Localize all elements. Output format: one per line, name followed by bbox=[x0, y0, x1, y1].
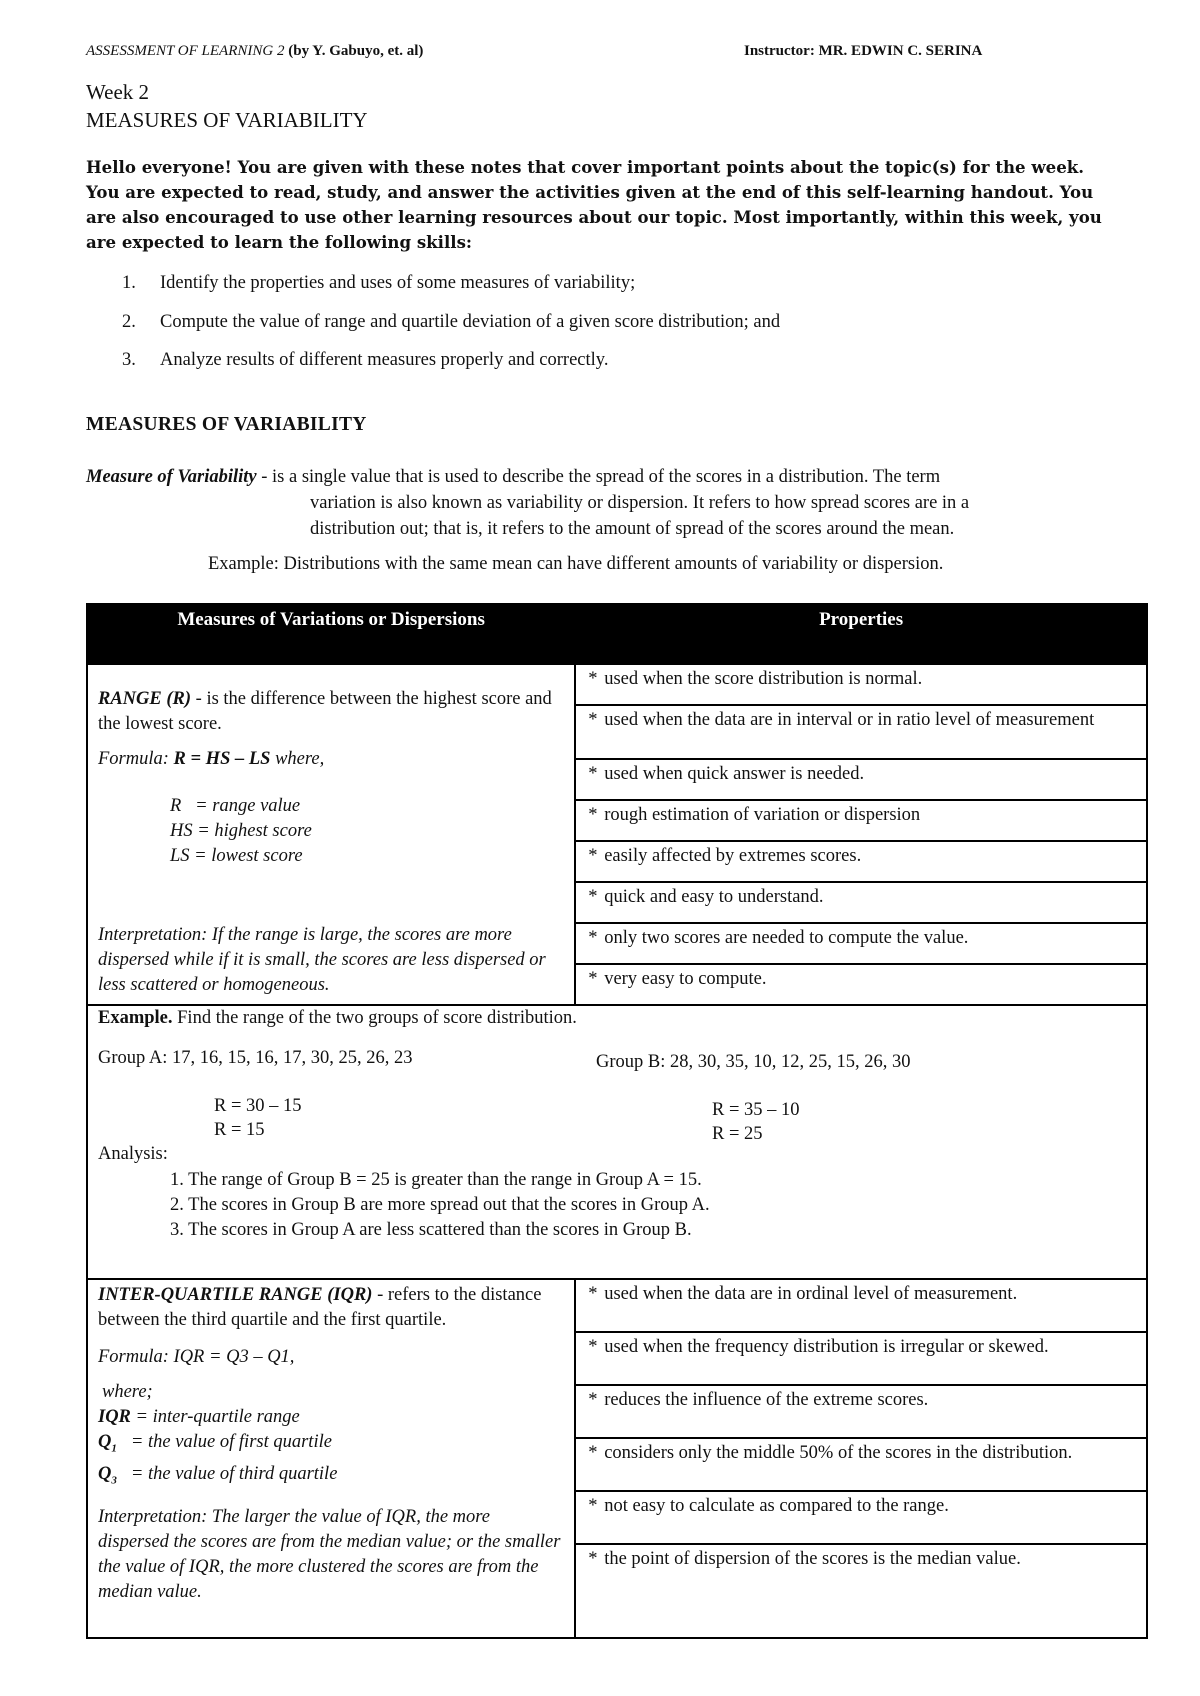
property-cell: * very easy to compute. bbox=[575, 964, 1147, 1005]
example-label: Example. bbox=[98, 1008, 173, 1028]
property-cell: * not easy to calculate as compared to the range. bbox=[575, 1491, 1147, 1544]
analysis-label: Analysis: bbox=[98, 1144, 168, 1164]
variability-table bbox=[86, 603, 1148, 1639]
group-b-calc: R = 35 – 10 bbox=[712, 1100, 800, 1120]
property-cell: * used when the data are in interval or in ratio level of measurement bbox=[575, 705, 1147, 759]
property-cell: * used when the data are in ordinal level of measurement. bbox=[575, 1279, 1147, 1332]
list-item: 3. Analyze results of different measures properly and correctly. bbox=[122, 350, 609, 370]
instructor-header: Instructor: MR. EDWIN C. SERINA bbox=[744, 43, 983, 59]
property-cell: * quick and easy to understand. bbox=[575, 882, 1147, 923]
formula-variable: $Q_1$ = the value of first quartile bbox=[98, 1432, 332, 1455]
property-cell: * used when quick answer is needed. bbox=[575, 759, 1147, 800]
analysis-item: 1. The range of Group B = 25 is greater than the range in Group A = 15. bbox=[170, 1170, 702, 1190]
property-cell: * considers only the middle 50% of the scores in the distribution. bbox=[575, 1438, 1147, 1491]
property-cell: * rough estimation of variation or dispersion bbox=[575, 800, 1147, 841]
range-interpretation: Interpretation: If the range is large, the scores are more dispersed while if it is small, the scores are less dispersed or less scattered or homogeneous. bbox=[98, 925, 546, 995]
example-note: Example: Distributions with the same mean can have different amounts of variability or dispersion. bbox=[208, 554, 944, 574]
week-label: Week 2 bbox=[86, 80, 150, 104]
range-example bbox=[87, 1005, 1147, 1279]
example-text: Find the range of the two groups of score distribution. bbox=[172, 1008, 577, 1028]
course-author: (by Y. Gabuyo, et. al) bbox=[288, 43, 424, 59]
group-b-result: R = 25 bbox=[712, 1124, 763, 1144]
property-cell: * used when the score distribution is normal. bbox=[575, 664, 1147, 705]
intro-paragraph: Hello everyone! You are given with these notes that cover important points about the topic(s) for the week. You are expected to read, study, and answer the activities given at the end of this self-learning handout. You are also encouraged to use other learning resources about our topic. Most importantly, within this week, you are expected to learn the following skills: bbox=[86, 157, 1102, 252]
group-a-result: R = 15 bbox=[214, 1120, 265, 1140]
analysis-item: 3. The scores in Group A are less scattered than the scores in Group B. bbox=[170, 1220, 692, 1240]
definition-line: distribution out; that is, it refers to the amount of spread of the scores around the mean. bbox=[310, 519, 955, 539]
page-title: MEASURES OF VARIABILITY bbox=[86, 108, 368, 132]
formula-variable: IQR = inter-quartile range bbox=[98, 1407, 300, 1427]
iqr-formula: Formula: IQR = Q3 – Q1, bbox=[98, 1347, 295, 1367]
range-definition: - is the difference between the highest score and the lowest score. bbox=[98, 689, 552, 734]
range-description bbox=[87, 664, 575, 1005]
property-cell: * easily affected by extremes scores. bbox=[575, 841, 1147, 882]
table-header: Properties bbox=[575, 604, 1147, 664]
group-a-calc: R = 30 – 15 bbox=[214, 1096, 302, 1116]
section-title: MEASURES OF VARIABILITY bbox=[86, 414, 367, 435]
table-header: Measures of Variations or Dispersions bbox=[87, 604, 575, 664]
list-item: 1. Identify the properties and uses of some measures of variability; bbox=[122, 273, 636, 293]
property-cell: * the point of dispersion of the scores is the median value. bbox=[575, 1544, 1147, 1638]
iqr-definition: - refers to the distance between the third quartile and the first quartile. bbox=[98, 1285, 542, 1330]
course-header bbox=[86, 43, 423, 60]
formula-variable: HS = highest score bbox=[170, 821, 312, 841]
range-formula: R = HS – LS bbox=[173, 749, 271, 769]
formula-variable: R = range value bbox=[170, 796, 301, 816]
formula-variable: $Q_3$ = the value of third quartile bbox=[98, 1463, 338, 1487]
iqr-term: INTER-QUARTILE RANGE (IQR) bbox=[98, 1285, 373, 1305]
definition-term: Measure of Variability bbox=[86, 467, 257, 487]
definition-line: variation is also known as variability or dispersion. It refers to how spread scores are in a bbox=[310, 493, 970, 513]
range-term: RANGE (R) bbox=[98, 689, 192, 709]
skills-list bbox=[120, 273, 1120, 389]
list-item: 2. Compute the value of range and quartile deviation of a given score distribution; and bbox=[122, 311, 781, 332]
definition bbox=[86, 464, 1126, 542]
iqr-description bbox=[87, 1279, 575, 1638]
definition-line: - is a single value that is used to describe the spread of the scores in a distribution. The term bbox=[256, 467, 941, 487]
formula-variable: LS = lowest score bbox=[170, 846, 303, 866]
property-cell: * reduces the influence of the extreme scores. bbox=[575, 1385, 1147, 1438]
iqr-interpretation: Interpretation: The larger the value of IQR, the more dispersed the scores are from the median value; or the smaller the value of IQR, the more clustered the scores are from the median value. bbox=[98, 1507, 561, 1603]
group-b-scores: Group B: 28, 30, 35, 10, 12, 25, 15, 26, 30 bbox=[596, 1052, 911, 1072]
formula-label: Formula: bbox=[98, 749, 174, 769]
property-cell: * used when the frequency distribution is irregular or skewed. bbox=[575, 1332, 1147, 1385]
formula-where: where; bbox=[102, 1382, 153, 1402]
formula-where: where, bbox=[270, 749, 325, 769]
property-cell: * only two scores are needed to compute the value. bbox=[575, 923, 1147, 964]
group-a-scores: Group A: 17, 16, 15, 16, 17, 30, 25, 26, 23 bbox=[98, 1048, 413, 1068]
course-title: ASSESSMENT OF LEARNING 2 bbox=[86, 43, 285, 59]
analysis-item: 2. The scores in Group B are more spread out that the scores in Group A. bbox=[170, 1195, 710, 1215]
